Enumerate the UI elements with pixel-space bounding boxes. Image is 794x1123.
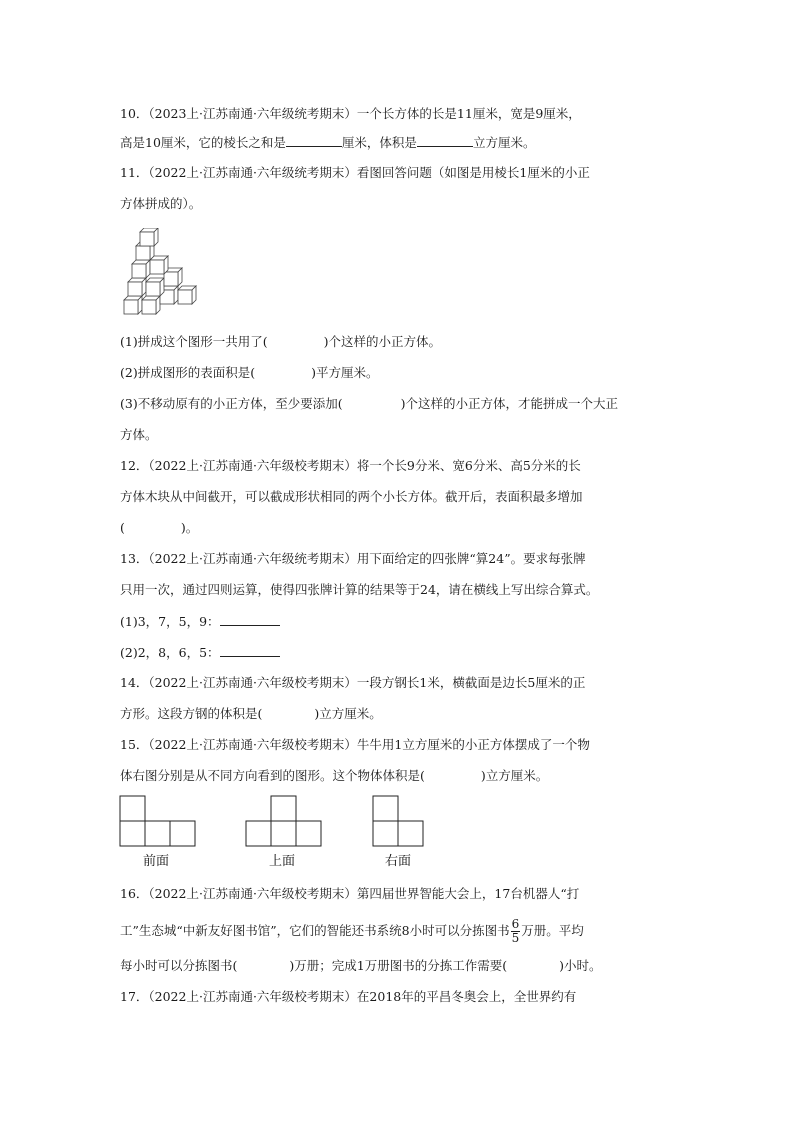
fraction-six-fifths (511, 918, 521, 945)
problem-13-q2 (120, 644, 280, 661)
cube (132, 260, 150, 278)
problem-11-q2 (120, 365, 378, 381)
problem-10-text-b: 厘米，体积是 (341, 135, 417, 150)
p14-text-b: )立方厘米。 (314, 706, 382, 721)
answer-blank-edge-sum[interactable] (286, 134, 342, 147)
problem-16-line-2 (120, 917, 584, 945)
problem-11-q3-cont: 方体。 (120, 427, 158, 442)
problem-11-q1 (120, 334, 441, 350)
front-view-grid (120, 796, 195, 846)
right-view-grid (373, 796, 423, 846)
cube (146, 278, 164, 296)
cube (140, 228, 158, 246)
p16-text-d: )万册；完成1万册图书的分拣工作需要( (289, 958, 508, 973)
three-views-figure (118, 794, 430, 848)
view-label-right: 右面 (385, 854, 412, 869)
p16-text-c: 每小时可以分拣图书( (120, 958, 238, 973)
answer-blank-expression-1[interactable] (220, 613, 280, 626)
cube (124, 296, 142, 314)
problem-16-line-1: 16．（2022上·江苏南通·六年级校考期末）第四届世界智能大会上，17台机器人“打 (120, 886, 580, 901)
view-label-top: 上面 (269, 854, 296, 869)
problem-12-line-2: 方体木块从中间截开，可以截成形状相同的两个小长方体。截开后，表面积最多增加 (120, 489, 583, 504)
cube (178, 286, 196, 304)
problem-14-line-2 (120, 706, 382, 722)
problem-11-q3 (120, 396, 618, 412)
top-view-grid (246, 796, 321, 846)
q2-text-a: (2)拼成图形的表面积是( (120, 365, 256, 380)
problem-10-line-1: 10．（2023上·江苏南通·六年级统考期末）一个长方体的长是11厘米，宽是9厘米， (120, 106, 581, 121)
p12-paren-close: )。 (180, 520, 199, 535)
problem-13-q1 (120, 613, 280, 630)
problem-10-text-c: 立方厘米。 (472, 135, 536, 150)
cube (128, 278, 146, 296)
problem-15-line-1: 15．（2022上·江苏南通·六年级校考期末）牛牛用1立方厘米的小正方体摆成了一个物 (120, 737, 590, 752)
problem-12-line-1: 12．（2022上·江苏南通·六年级校考期末）将一个长9分米、宽6分米、高5分米的长 (120, 458, 581, 473)
problem-16-line-3 (120, 958, 602, 974)
fraction-denominator: 5 (511, 931, 520, 945)
view-label-front: 前面 (143, 854, 170, 869)
p16-text-e: )小时。 (559, 958, 602, 973)
answer-blank-volume[interactable] (417, 134, 473, 147)
answer-blank-expression-2[interactable] (220, 644, 280, 657)
q3-text-a: (3)不移动原有的小正方体，至少要添加( (120, 396, 343, 411)
q3-text-b: )个这样的小正方体，才能拼成一个大正 (400, 396, 618, 411)
problem-10-line-2 (120, 134, 535, 151)
problem-11-line-1: 11．（2022上·江苏南通·六年级统考期末）看图回答问题（如图是用棱长1厘米的小正 (120, 165, 590, 180)
problem-12-line-3 (120, 520, 198, 536)
problem-15-line-2 (120, 768, 548, 784)
q2-cards: (2)2，8，6，5： (120, 645, 220, 660)
q2-text-b: )平方厘米。 (311, 365, 379, 380)
problem-11-line-2: 方体拼成的）。 (120, 196, 202, 211)
p16-text-b: 万册。平均 (521, 923, 584, 938)
q1-text-b: )个这样的小正方体。 (323, 334, 441, 349)
cube (142, 296, 160, 314)
p16-text-a: 工”生态城“中新友好图书馆”，它们的智能还书系统8小时可以分拣图书 (120, 923, 510, 938)
problem-14-line-1: 14．（2022上·江苏南通·六年级校考期末）一段方钢长1米，横截面是边长5厘米的正 (120, 675, 586, 690)
problem-13-line-1: 13．（2022上·江苏南通·六年级统考期末）用下面给定的四张牌“算24”。要求每张牌 (120, 551, 586, 566)
cube (150, 256, 168, 274)
p14-text-a: 方形。这段方钢的体积是( (120, 706, 263, 721)
p15-text-b: )立方厘米。 (480, 768, 549, 783)
q1-text-a: (1)拼成这个图形一共用了( (120, 334, 268, 349)
p12-paren-open: ( (120, 520, 125, 535)
problem-10-text-a: 高是10厘米，它的棱长之和是 (120, 135, 286, 150)
fraction-numerator: 6 (511, 917, 520, 931)
p15-text-a: 体右图分别是从不同方向看到的图形。这个物体体积是( (120, 768, 425, 783)
problem-13-line-2: 只用一次，通过四则运算，使得四张牌计算的结果等于24，请在横线上写出综合算式。 (120, 582, 599, 597)
q1-cards: (1)3，7，5，9： (120, 614, 220, 629)
problem-17-line-1: 17．（2022上·江苏南通·六年级校考期末）在2018年的平昌冬奥会上，全世界约有 (120, 989, 577, 1004)
stacked-cubes-figure (120, 228, 204, 318)
